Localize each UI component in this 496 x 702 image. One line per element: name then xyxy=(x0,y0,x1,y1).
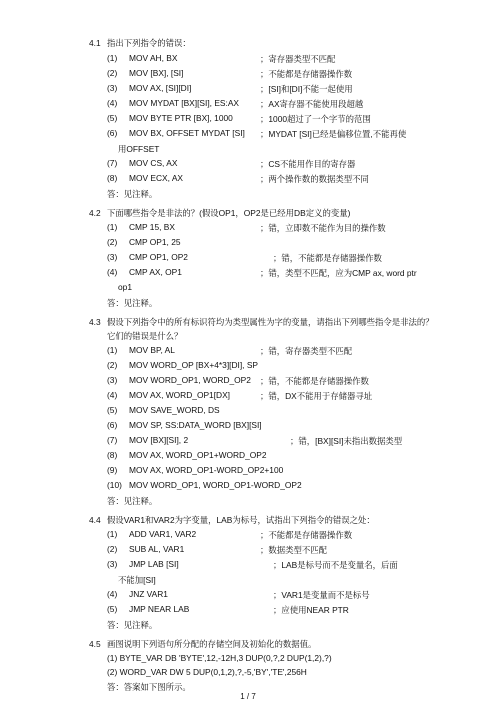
question-4-3-title: 4.3 假设下列指令中的所有标识符均为类型属性为字的变量，请指出下列哪些指令是非法的？ xyxy=(89,317,434,327)
q42-line-4-continued: op1 xyxy=(118,282,132,292)
q45-answer: 答：答案如下图所示。 xyxy=(107,682,191,692)
q42-answer: 答：见注释。 xyxy=(107,298,158,308)
q44-answer: 答：见注释。 xyxy=(107,620,158,630)
q43-answer: 答：见注释。 xyxy=(107,496,158,506)
question-4-4-title: 4.4 假设VAR1和VAR2为字变量，LAB为标号，试指出下列指令的错误之处： xyxy=(89,515,375,525)
question-4-1-title: 4.1 指出下列指令的错误： xyxy=(89,38,191,48)
q41-line-6-continued: 用OFFSET xyxy=(118,144,160,154)
q44-line-3-continued: 不能加[SI] xyxy=(118,575,156,585)
page-number: 1 / 7 xyxy=(240,692,256,701)
q45-line-1: (1) BYTE_VAR DB 'BYTE',12,-12H,3 DUP(0,?,2 DUP(1,2),?) xyxy=(107,653,332,663)
question-4-2-title: 4.2 下面哪些指令是非法的？(假设OP1，OP2是已经用DB定义的变量) xyxy=(89,208,351,218)
question-4-3-title-line-2: 它们的错误是什么？ xyxy=(107,331,183,341)
question-4-5-title: 4.5 画图说明下列语句所分配的存储空间及初始化的数据值。 xyxy=(89,639,317,649)
q45-line-2: (2) WORD_VAR DW 5 DUP(0,1,2),?,-5,'BY','TE',256H xyxy=(107,667,307,677)
q41-answer: 答：见注释。 xyxy=(107,189,158,199)
document-page: 4.1 指出下列指令的错误： (1) MOV AH, BX ；寄存器类型不匹配 (2) MOV [BX], [SI] ；不能都是存储器操作数 (3) MOV AX, [SI][DI] ；[SI]和[DI]不能一起使用 (4) MOV MYDAT [BX][SI], ES:AX ；AX寄存器不能使用段超越 (5) MOV BYTE PTR [BX], 1000 ；1000超过了一个字节的范围 (6) MOV BX, OFFSET MYDAT [SI] ；MYDAT [SI]已经是偏移位置,不能再使 用OFFSET (7) MOV CS, AX ；CS不能用作目的寄存器 (8) MOV ECX, AX ；两个操作数的数据类型不同 答：见注释。 4.2 下面哪些指令是非法的？(假设OP1，OP2是已经用DB定义的变量) (1) CMP 15, BX ；错，立即数不能作为目的操作数 (2) CMP OP1, 25 (3) CMP OP1, OP2 ；错，不能都是存储器操作数 (4) CMP AX, OP1 ；错，类型不匹配，应为CMP ax, word ptr op1 答：见注释。 4.3 假设下列指令中的所有标识符均为类型属性为字的变量，请指出下列哪些指令是非法的？ 它们的错误是什么？ (1) MOV BP, AL ；错，寄存器类型不匹配 (2) MOV WORD_OP [BX+4*3][DI], SP (3) MOV WORD_OP1, WORD_OP2 ；错，不能都是存储器操作数 (4) MOV AX, WORD_OP1[DX] ；错，DX不能用于存储器寻址 (5) MOV SAVE_WORD, DS (6) MOV SP, SS:DATA_WORD [BX][SI] (7) MOV [BX][SI], 2 ；错，[BX][SI]未指出数据类型 (8) MOV AX, WORD_OP1+WORD_OP2 (9) MOV AX, WORD_OP1-WORD_OP2+100 (10) MOV WORD_OP1, WORD_OP1-WORD_OP2 答：见注释。 4.4 假设VAR1和VAR2为字变量，LAB为标号，试指出下列指令的错误之处： (1) ADD VAR1, VAR2 ；不能都是存储器操作数 (2) SUB AL, VAR1 ；数据类型不匹配 (3) JMP LAB [SI] ；LAB是标号而不是变量名，后面 不能加[SI] (4) JNZ VAR1 ；VAR1是变量而不是标号 (5) JMP NEAR LAB ；应使用NEAR PTR 答：见注释。 4.5 画图说明下列语句所分配的存储空间及初始化的数据值。 (1) BYTE_VAR DB 'BYTE',12,-12H,3 DUP(0,?,2 DUP(1,2),?) (2) WORD_VAR DW 5 DUP(0,1,2),?,-5,'BY','TE',256H 答：答案如下图所示。 1 / 7 xyxy=(0,0,496,702)
